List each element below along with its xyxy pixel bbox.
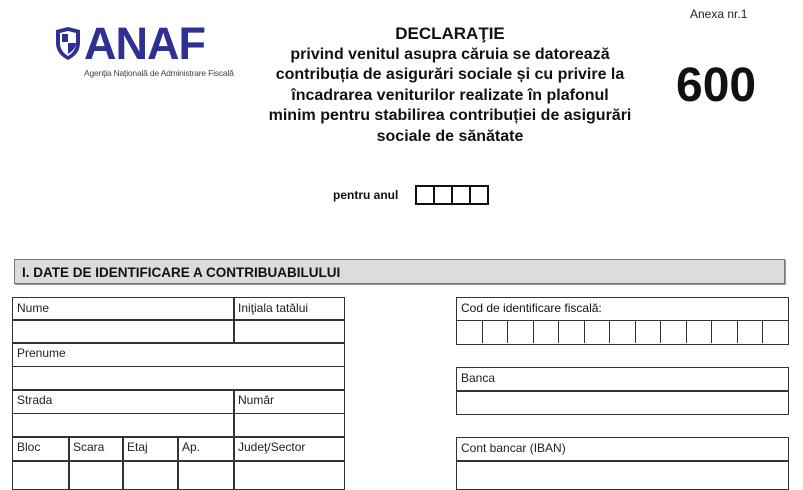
numar-input[interactable] [233, 413, 345, 438]
title-line: încadrarea veniturilor realizate în plafonul [291, 86, 609, 104]
cif-digit-box[interactable] [585, 321, 611, 343]
cif-digit-box[interactable] [559, 321, 585, 343]
bloc-input[interactable] [12, 460, 70, 490]
title-line: contribuția de asigurări sociale și cu privire la [275, 66, 625, 83]
label-bloc: Bloc [12, 436, 70, 462]
cif-digit-box[interactable] [534, 321, 560, 343]
year-digit-box[interactable] [453, 187, 471, 203]
year-label: pentru anul [333, 188, 399, 202]
label-judet: Judeţ/Sector [233, 436, 345, 462]
nume-input[interactable] [12, 319, 235, 344]
title-line: minim pentru stabilirea contribuției de asigurări [268, 107, 632, 124]
annex-label: Anexa nr.1 [690, 7, 748, 21]
title-line: sociale de sănătate [376, 127, 524, 145]
label-iban: Cont bancar (IBAN) [456, 437, 789, 462]
cif-field [456, 297, 789, 345]
anaf-shield-icon [54, 27, 82, 61]
cif-digit-box[interactable] [712, 321, 738, 343]
label-banca: Banca [456, 367, 789, 392]
label-cif: Cod de identificare fiscală: [457, 298, 788, 321]
label-ap: Ap. [177, 436, 235, 462]
label-etaj: Etaj [122, 436, 179, 462]
cif-digit-box[interactable] [610, 321, 636, 343]
judet-input[interactable] [233, 460, 345, 490]
prenume-input[interactable] [12, 366, 345, 391]
cif-digit-box[interactable] [457, 321, 483, 343]
title-line: DECLARAŢIE [395, 24, 505, 43]
strada-input[interactable] [12, 413, 235, 438]
ap-input[interactable] [177, 460, 235, 490]
cif-digit-box[interactable] [763, 321, 788, 343]
etaj-input[interactable] [122, 460, 179, 490]
form-code: 600 [676, 59, 757, 112]
year-digit-box[interactable] [471, 187, 487, 203]
iban-input[interactable] [456, 460, 789, 490]
cif-digit-box[interactable] [738, 321, 764, 343]
document-title [230, 24, 670, 147]
label-prenume: Prenume [12, 342, 345, 367]
initiala-input[interactable] [233, 319, 345, 344]
title-line: privind venitul asupra căruia se datorează [290, 45, 610, 63]
cif-input[interactable] [457, 321, 788, 343]
cif-digit-box[interactable] [687, 321, 713, 343]
banca-input[interactable] [456, 390, 789, 415]
cif-digit-box[interactable] [483, 321, 509, 343]
cif-digit-box[interactable] [508, 321, 534, 343]
year-input[interactable] [415, 185, 489, 205]
label-initiala: Iniţiala tatălui [233, 297, 345, 321]
scara-input[interactable] [68, 460, 124, 490]
anaf-logo: ANAF [84, 18, 205, 69]
cif-digit-box[interactable] [661, 321, 687, 343]
year-digit-box[interactable] [417, 187, 435, 203]
anaf-logo-subtitle: Agenţia Naţională de Administrare Fiscală [84, 68, 234, 78]
cif-digit-box[interactable] [636, 321, 662, 343]
label-strada: Strada [12, 389, 235, 414]
label-numar: Număr [233, 389, 345, 414]
label-scara: Scara [68, 436, 124, 462]
year-digit-box[interactable] [435, 187, 453, 203]
section-header: I. DATE DE IDENTIFICARE A CONTRIBUABILULUI [14, 259, 785, 284]
label-nume: Nume [12, 297, 235, 321]
